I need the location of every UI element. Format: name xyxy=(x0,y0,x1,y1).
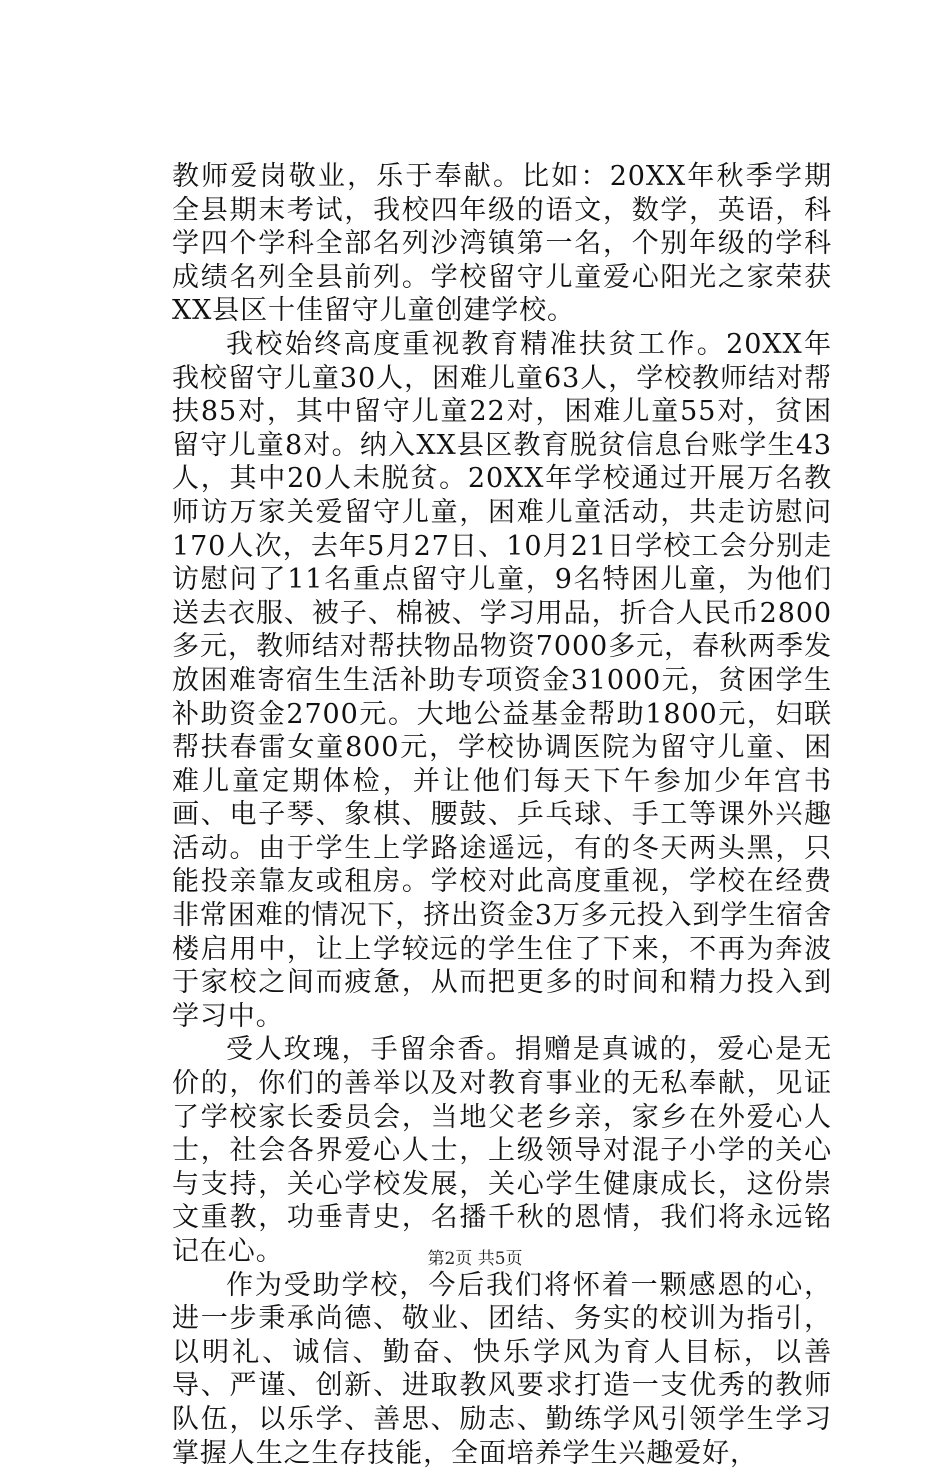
paragraph-1: 教师爱岗敬业，乐于奉献。比如：20XX年秋季学期全县期末考试，我校四年级的语文，数学，英语，科学四个学科全部名列沙湾镇第一名，个别年级的学科成绩名列全县前列。学校留守儿童爱心阳光之家荣获XX县区十佳留守儿童创建学校。 xyxy=(172,161,832,327)
paragraph-2: 我校始终高度重视教育精准扶贫工作。20XX年我校留守儿童30人，困难儿童63人，学校教师结对帮扶85对，其中留守儿童22对，困难儿童55对，贫困留守儿童8对。纳入XX县区教育脱贫信息台账学生43人，其中20人未脱贫。20XX年学校通过开展万名教师访万家关爱留守儿童，困难儿童活动，共走访慰问170人次，去年5月27日、10月21日学校工会分别走访慰问了11名重点留守儿童，9名特困儿童，为他们送去衣服、被子、棉被、学习用品，折合人民币2800多元，教师结对帮扶物品物资7000多元，春秋两季发放困难寄宿生生活补助专项资金31000元，贫困学生补助资金2700元。大地公益基金帮助1800元，妇联帮扶春雷女童800元，学校协调医院为留守儿童、困难儿童定期体检，并让他们每天下午参加少年宫书画、电子琴、象棋、腰鼓、乒乓球、手工等课外兴趣活动。由于学生上学路途遥远，有的冬天两头黑，只能投亲靠友或租房。学校对此高度重视，学校在经费非常困难的情况下，挤出资金3万多元投入到学生宿舍楼启用中，让上学较远的学生住了下来，不再为奔波于家校之间而疲惫，从而把更多的时间和精力投入到学习中。 xyxy=(172,328,832,1032)
document-body xyxy=(172,160,832,1470)
paragraph-4: 作为受助学校，今后我们将怀着一颗感恩的心，进一步秉承尚德、敬业、团结、务实的校训为指引，以明礼、诚信、勤奋、快乐学风为育人目标，以善导、严谨、创新、进取教风要求打造一支优秀的教师队伍，以乐学、善思、励志、勤练学风引领学生学习掌握人生之生存技能，全面培养学生兴趣爱好， xyxy=(172,1269,832,1469)
paragraph-3: 受人玫瑰，手留余香。捐赠是真诚的，爱心是无价的，你们的善举以及对教育事业的无私奉献，见证了学校家长委员会，当地父老乡亲，家乡在外爱心人士，社会各界爱心人士，上级领导对混子小学的关心与支持，关心学校发展，关心学生健康成长，这份崇文重教，功垂青史，名播千秋的恩情，我们将永远铭记在心。 xyxy=(172,1034,832,1267)
page-footer: 第2页 共5页 xyxy=(427,1249,523,1269)
